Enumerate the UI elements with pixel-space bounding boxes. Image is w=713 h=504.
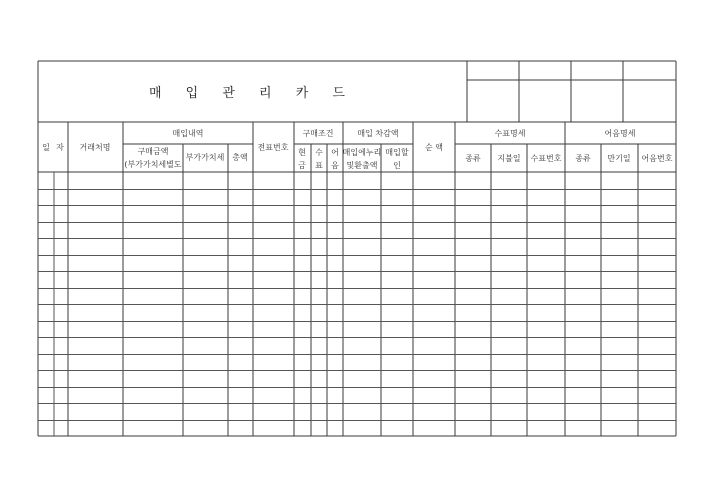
slip-number-header: 전표번호 — [257, 143, 289, 152]
purchase-amount-header-2: (부가가치세별도 — [124, 160, 182, 169]
discount-header-2: 인 — [393, 161, 401, 170]
header-labels — [42, 128, 673, 170]
data-rows — [38, 190, 676, 421]
bill-number-header: 어음번호 — [641, 154, 673, 163]
return-header-1: 매입에누리 — [342, 148, 382, 157]
purchase-terms-header: 구매조건 — [302, 129, 334, 138]
bill-header-1: 어 — [331, 148, 339, 157]
check-pay-date-header: 지불일 — [497, 154, 521, 163]
check-header-1: 수 — [315, 148, 323, 157]
form-frame — [38, 61, 676, 436]
cash-header-2: 금 — [298, 161, 306, 170]
vat-header: 부가가치세 — [185, 153, 225, 162]
purchase-detail-header: 매입내역 — [172, 129, 204, 138]
title-section — [149, 61, 676, 122]
return-header-2: 및환출액 — [346, 161, 378, 170]
vendor-header: 거래처명 — [79, 143, 111, 152]
total-header: 총액 — [232, 153, 248, 162]
bill-due-date-header: 만기일 — [607, 154, 631, 163]
discount-header-1: 매입할 — [385, 148, 409, 157]
check-type-header: 종류 — [465, 154, 481, 163]
check-detail-header: 수표명세 — [494, 129, 526, 138]
bill-detail-header: 어음명세 — [604, 129, 636, 138]
bill-header-2: 음 — [331, 161, 339, 170]
date-header-2: 자 — [56, 143, 64, 152]
form-title: 매 입 관 리 카 드 — [148, 86, 356, 101]
check-header-2: 표 — [315, 161, 323, 170]
net-amount-header: 순 액 — [425, 143, 443, 152]
check-number-header: 수표번호 — [530, 154, 562, 163]
deduction-header: 매입 차감액 — [357, 129, 399, 138]
cash-header-1: 현 — [298, 148, 306, 157]
purchase-amount-header-1: 구매금액 — [137, 147, 169, 156]
date-header-1: 일 — [42, 143, 50, 152]
bill-type-header: 종류 — [575, 154, 591, 163]
